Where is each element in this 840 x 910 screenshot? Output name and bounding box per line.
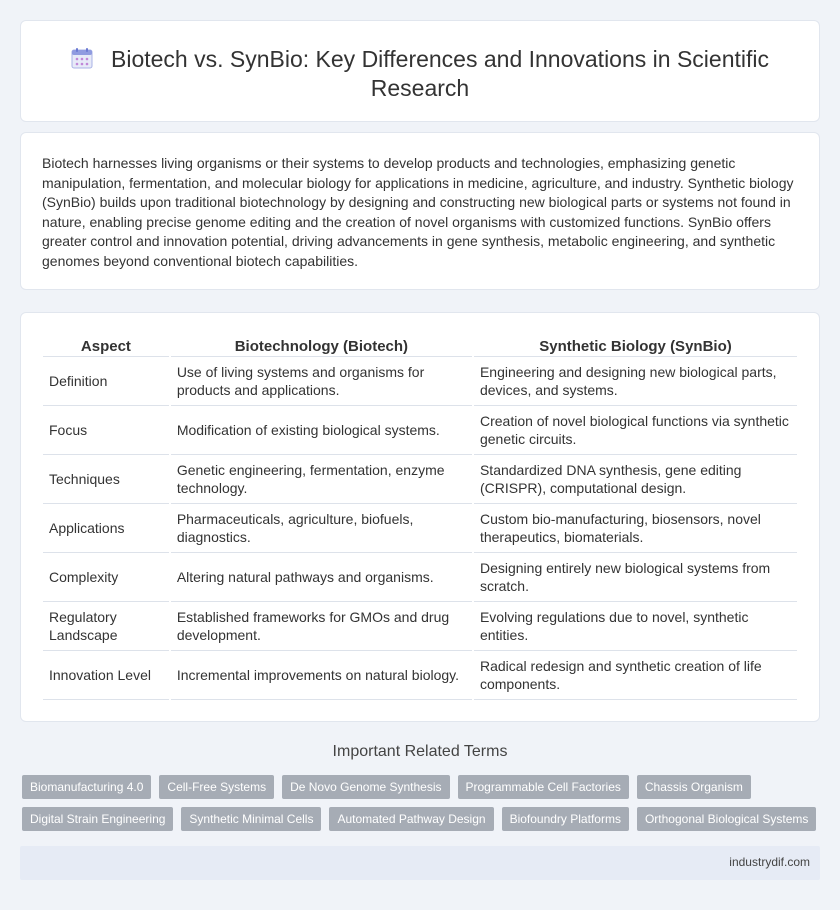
row-synbio: Custom bio-manufacturing, biosensors, novel therapeutics, biomaterials.	[474, 504, 797, 553]
table-row	[43, 504, 797, 553]
comparison-table	[41, 333, 799, 700]
table-row	[43, 406, 797, 455]
tag-row	[22, 775, 818, 799]
row-biotech: Genetic engineering, fermentation, enzyme technology.	[171, 455, 472, 504]
row-synbio: Evolving regulations due to novel, synthetic entities.	[474, 602, 797, 651]
header-card	[20, 20, 820, 122]
footer	[20, 846, 820, 880]
tag-automated-pathway-design[interactable]: Automated Pathway Design	[329, 807, 493, 831]
tag-biomanufacturing[interactable]: Biomanufacturing 4.0	[22, 775, 151, 799]
row-aspect: Regulatory Landscape	[43, 602, 169, 651]
tag-chassis-organism[interactable]: Chassis Organism	[637, 775, 751, 799]
row-synbio: Designing entirely new biological systems from scratch.	[474, 553, 797, 602]
row-aspect: Definition	[43, 357, 169, 406]
table-header-row	[43, 333, 797, 357]
tag-de-novo-genome-synthesis[interactable]: De Novo Genome Synthesis	[282, 775, 449, 799]
comparison-card	[20, 312, 820, 722]
table-row	[43, 651, 797, 700]
table-row	[43, 553, 797, 602]
header-biotech: Biotechnology (Biotech)	[171, 333, 472, 357]
tag-programmable-cell-factories[interactable]: Programmable Cell Factories	[458, 775, 629, 799]
calendar-icon	[71, 47, 93, 69]
row-biotech: Established frameworks for GMOs and drug development.	[171, 602, 472, 651]
tag-digital-strain-engineering[interactable]: Digital Strain Engineering	[22, 807, 173, 831]
footer-site: industrydif.com	[729, 855, 810, 869]
row-synbio: Engineering and designing new biological parts, devices, and systems.	[474, 357, 797, 406]
row-biotech: Altering natural pathways and organisms.	[171, 553, 472, 602]
tag-biofoundry-platforms[interactable]: Biofoundry Platforms	[502, 807, 629, 831]
header-aspect: Aspect	[43, 333, 169, 357]
row-biotech: Pharmaceuticals, agriculture, biofuels, diagnostics.	[171, 504, 472, 553]
row-aspect: Focus	[43, 406, 169, 455]
row-aspect: Applications	[43, 504, 169, 553]
intro-card	[20, 132, 820, 290]
tag-row	[22, 807, 818, 831]
row-aspect: Complexity	[43, 553, 169, 602]
row-biotech: Modification of existing biological systems.	[171, 406, 472, 455]
tag-cell-free-systems[interactable]: Cell-Free Systems	[159, 775, 274, 799]
table-row	[43, 602, 797, 651]
row-aspect: Techniques	[43, 455, 169, 504]
table-row	[43, 455, 797, 504]
header-synbio: Synthetic Biology (SynBio)	[474, 333, 797, 357]
row-synbio: Standardized DNA synthesis, gene editing (CRISPR), computational design.	[474, 455, 797, 504]
page-title: Biotech vs. SynBio: Key Differences and Innovations in Scientific Research	[111, 46, 769, 101]
intro-paragraph: Biotech harnesses living organisms or their systems to develop products and technologies, emphasizing genetic manipulation, fermentation, and molecular biology for applications in medicine, agriculture, and industry. Synthetic biology (SynBio) builds upon traditional biotechnology by designing and constructing new biological parts or systems not found in nature, enabling precise genome editing and the creation of novel organisms with customized functions. SynBio offers greater control and innovation potential, driving advancements in gene synthesis, metabolic engineering, and synthetic genomes beyond conventional biotech capabilities.	[42, 155, 794, 269]
row-biotech: Incremental improvements on natural biology.	[171, 651, 472, 700]
tag-orthogonal-biological-systems[interactable]: Orthogonal Biological Systems	[637, 807, 816, 831]
page-title-wrap	[61, 45, 779, 103]
tag-synthetic-minimal-cells[interactable]: Synthetic Minimal Cells	[181, 807, 321, 831]
related-terms-title: Important Related Terms	[332, 743, 508, 760]
row-aspect: Innovation Level	[43, 651, 169, 700]
row-biotech: Use of living systems and organisms for products and applications.	[171, 357, 472, 406]
table-row	[43, 357, 797, 406]
row-synbio: Radical redesign and synthetic creation of life components.	[474, 651, 797, 700]
related-terms-tags	[22, 775, 818, 839]
row-synbio: Creation of novel biological functions via synthetic genetic circuits.	[474, 406, 797, 455]
